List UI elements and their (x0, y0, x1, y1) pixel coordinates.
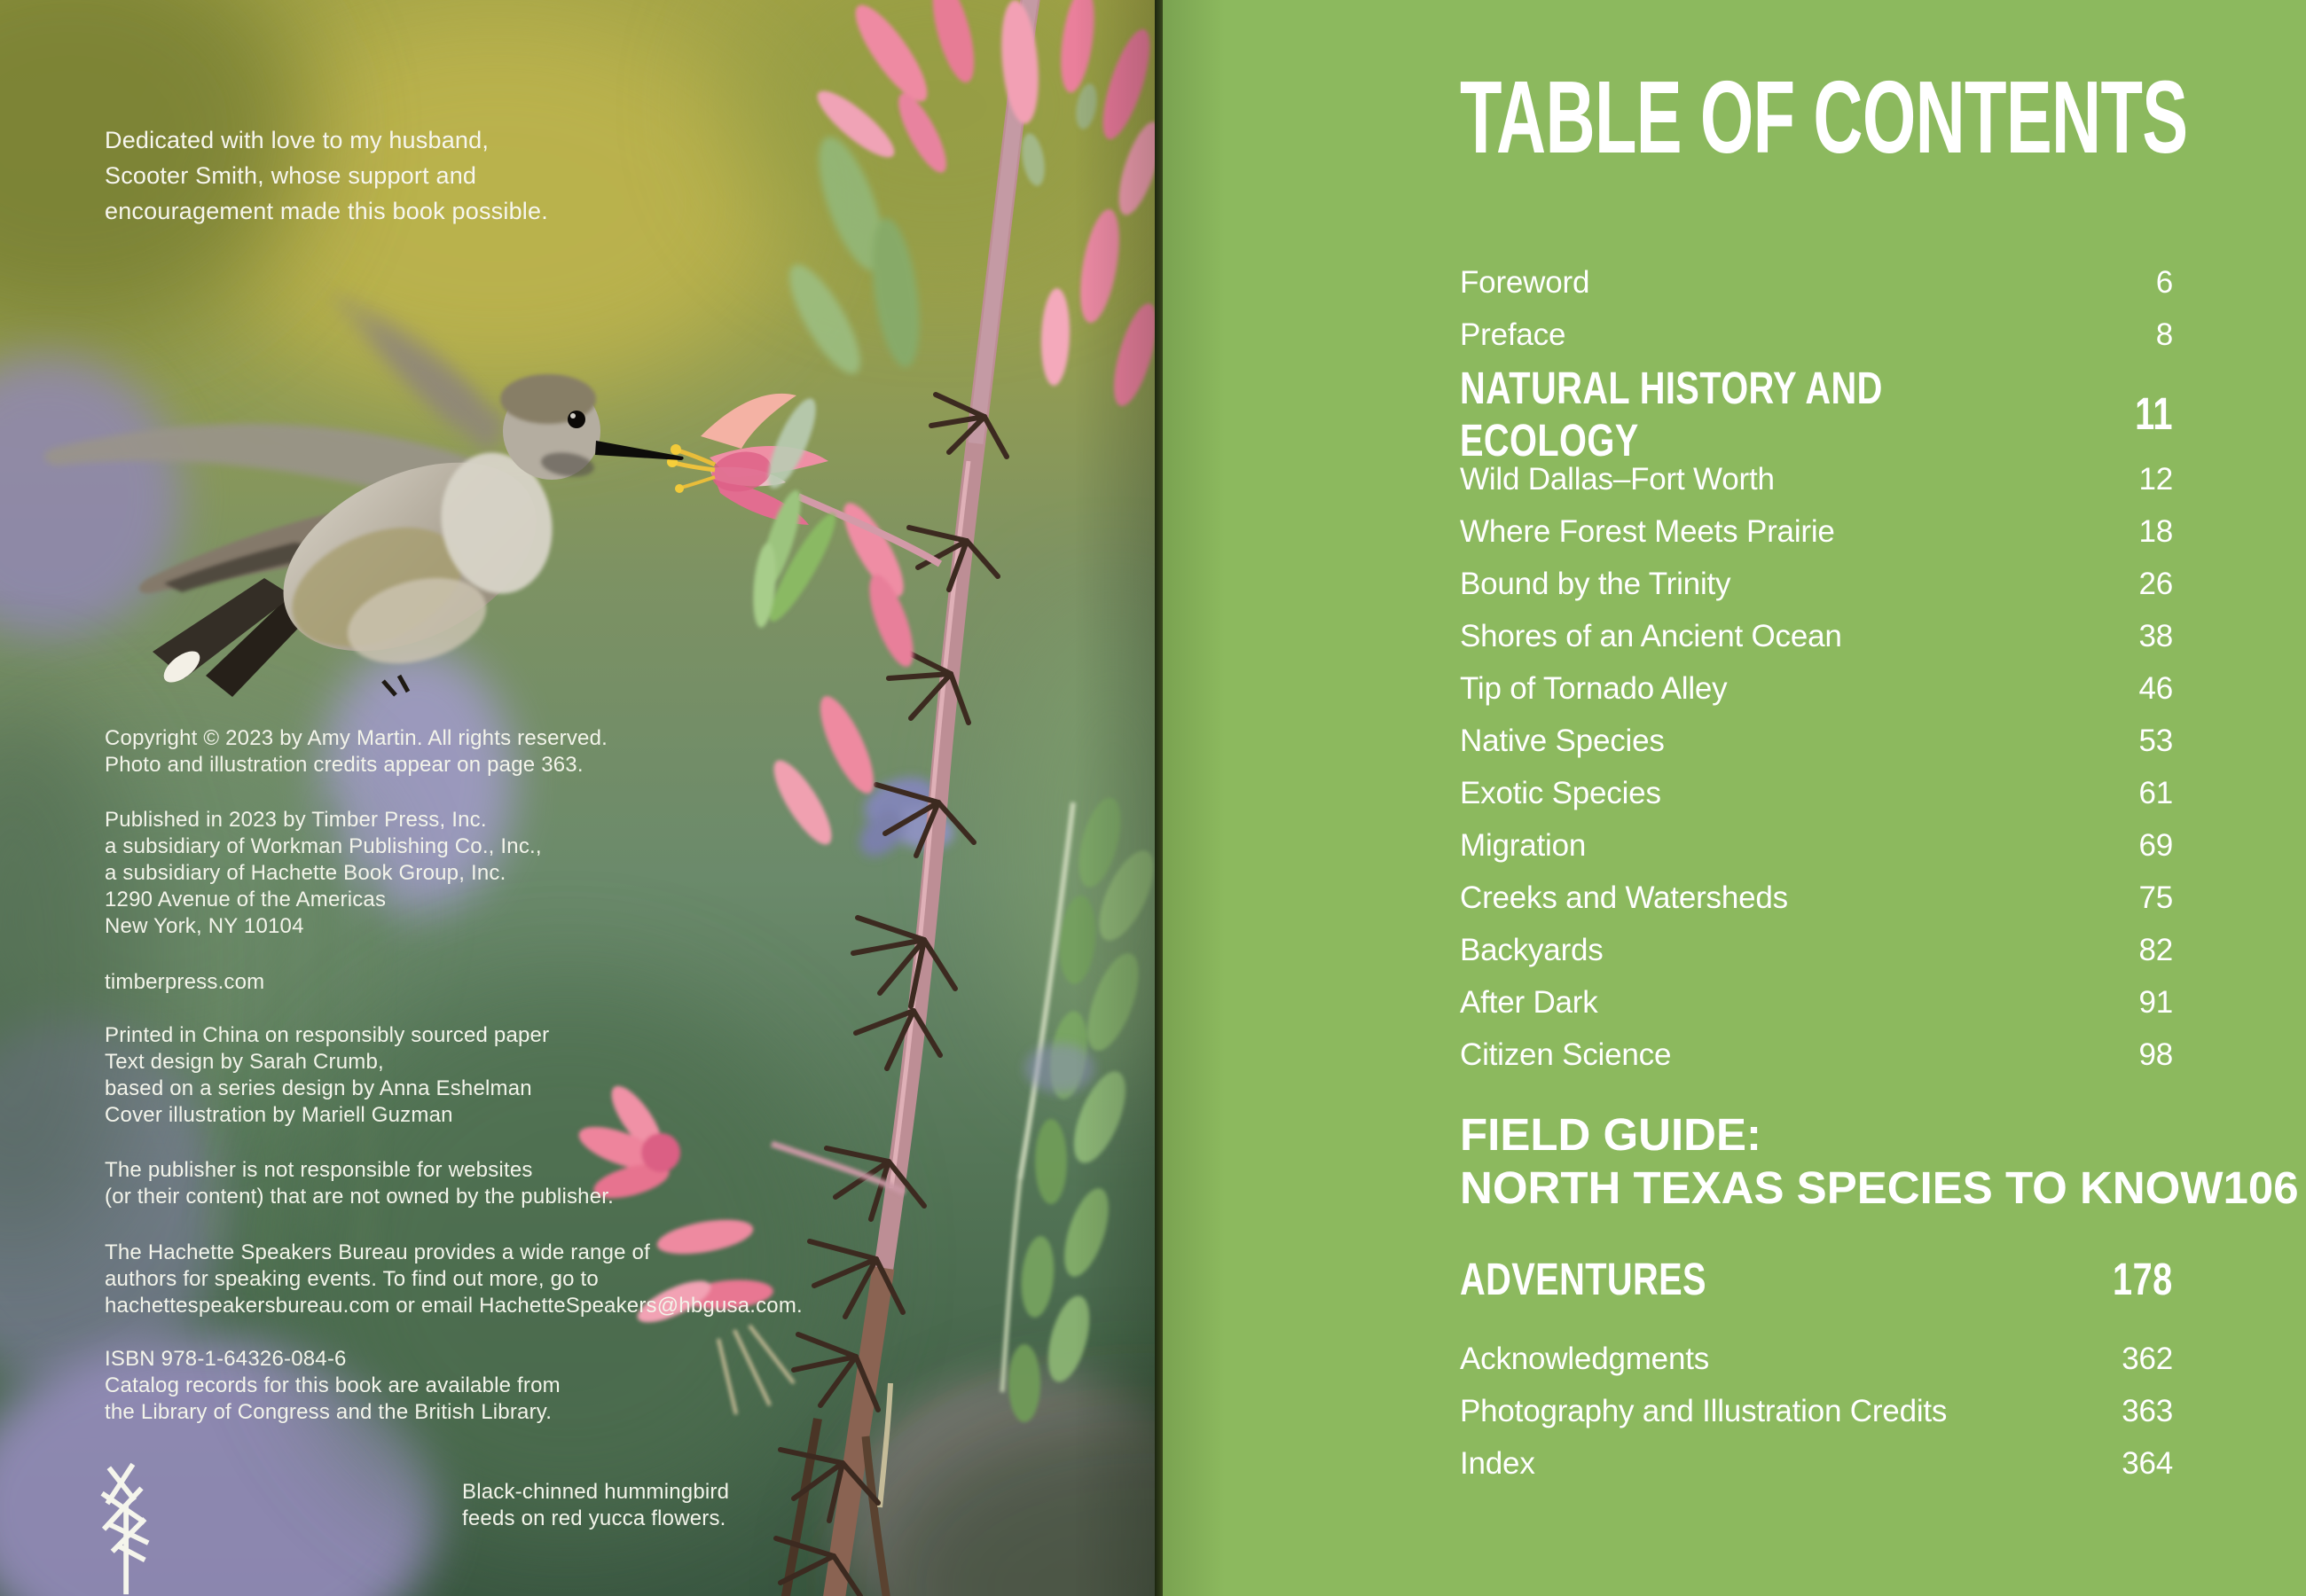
toc-section-header (1460, 1247, 2173, 1312)
toc-entry-label: Creeks and Watersheds (1460, 880, 1788, 916)
dedication-line: encouragement made this book possible. (105, 198, 548, 224)
toc-entry-page: 38 (2138, 619, 2173, 654)
toc-section-header (1460, 362, 2173, 466)
production-line: Cover illustration by Mariell Guzman (105, 1103, 453, 1127)
toc-entry (1460, 506, 2173, 559)
toc-entry (1460, 559, 2173, 611)
toc-entry (1460, 663, 2173, 716)
page-edge-shadow (1075, 0, 1155, 1596)
publisher-line: Published in 2023 by Timber Press, Inc. (105, 808, 487, 832)
toc-entry (1460, 309, 2173, 362)
copyright-line: Copyright © 2023 by Amy Martin. All rights reserved. (105, 726, 608, 750)
disclaimer-line: The publisher is not responsible for websites (105, 1158, 533, 1182)
publisher-info (105, 807, 542, 940)
toc-entry-page: 364 (2122, 1446, 2173, 1482)
toc-section-label: NORTH TEXAS SPECIES TO KNOW (1460, 1162, 2224, 1213)
toc-entry-page: 82 (2138, 933, 2173, 968)
toc-entry-label: Native Species (1460, 724, 1665, 759)
copyright-line: Photo and illustration credits appear on page 363. (105, 753, 584, 777)
toc-entry-page: 69 (2138, 828, 2173, 864)
disclaimer-line: (or their content) that are not owned by the publisher. (105, 1185, 615, 1209)
isbn-info (105, 1346, 561, 1426)
production-line: Text design by Sarah Crumb, (105, 1050, 384, 1074)
toc-section-page: 11 (2135, 388, 2173, 440)
toc-entry-page: 75 (2138, 880, 2173, 916)
toc-entry (1460, 1029, 2173, 1082)
timber-press-tree-logo-icon (94, 1451, 165, 1596)
website-url: timberpress.com (105, 970, 265, 994)
page-title: TABLE OF CONTENTS (1460, 59, 2188, 175)
toc-entry (1460, 1438, 2173, 1490)
production-line: Printed in China on responsibly sourced paper (105, 1023, 550, 1047)
toc-section-label: NATURAL HISTORY AND ECOLOGY (1460, 362, 1883, 466)
toc-list (1460, 257, 2299, 1490)
isbn-line: Catalog records for this book are available from (105, 1373, 561, 1397)
toc-entry-label: Exotic Species (1460, 776, 1661, 811)
toc-entry-label: Acknowledgments (1460, 1342, 1710, 1377)
isbn-line: ISBN 978-1-64326-084-6 (105, 1347, 347, 1371)
toc-entry-label: Preface (1460, 317, 1566, 353)
toc-entry (1460, 1386, 2173, 1438)
toc-entry-label: Migration (1460, 828, 1587, 864)
toc-entry-label: Where Forest Meets Prairie (1460, 514, 1835, 550)
caption-line: feeds on red yucca flowers. (462, 1506, 726, 1530)
toc-entry (1460, 1334, 2173, 1386)
toc-section-label: ADVENTURES (1460, 1254, 1706, 1305)
website-disclaimer (105, 1157, 614, 1210)
toc-entry-page: 26 (2138, 567, 2173, 602)
dedication-line: Scooter Smith, whose support and (105, 162, 477, 189)
toc-entry-page: 98 (2138, 1037, 2173, 1073)
page-curve-shading (1163, 0, 1225, 1596)
publisher-line: New York, NY 10104 (105, 914, 304, 938)
toc-entry-label: Shores of an Ancient Ocean (1460, 619, 1842, 654)
isbn-line: the Library of Congress and the British Library. (105, 1400, 553, 1424)
right-page-toc (1163, 0, 2306, 1596)
toc-entry-page: 46 (2138, 671, 2173, 707)
toc-entry-page: 12 (2138, 462, 2173, 497)
toc-entry (1460, 977, 2173, 1029)
book-spine-gutter (1155, 0, 1163, 1596)
toc-entry (1460, 820, 2173, 872)
toc-entry-label: Index (1460, 1446, 1535, 1482)
toc-entry-page: 6 (2155, 265, 2173, 301)
toc-entry-page: 53 (2138, 724, 2173, 759)
publisher-line: a subsidiary of Workman Publishing Co., Inc., (105, 834, 542, 858)
toc-entry-page: 18 (2138, 514, 2173, 550)
toc-entry-page: 363 (2122, 1394, 2173, 1429)
speakers-line: authors for speaking events. To find out more, go to (105, 1267, 599, 1291)
toc-entry (1460, 768, 2173, 820)
toc-section-page: 106 (2223, 1162, 2299, 1213)
toc-entry-label: Citizen Science (1460, 1037, 1672, 1073)
production-credits (105, 1022, 549, 1129)
copyright-notice (105, 725, 608, 778)
toc-section-header-two-line (1460, 1108, 2299, 1215)
production-line: based on a series design by Anna Eshelman (105, 1076, 532, 1100)
toc-entry-page: 61 (2138, 776, 2173, 811)
publisher-line: 1290 Avenue of the Americas (105, 888, 387, 911)
photo-caption (462, 1479, 729, 1532)
toc-section-label: FIELD GUIDE: (1460, 1108, 1761, 1160)
toc-entry-page: 91 (2138, 985, 2173, 1021)
toc-entry (1460, 257, 2173, 309)
toc-entry-label: Backyards (1460, 933, 1604, 968)
publisher-line: a subsidiary of Hachette Book Group, Inc. (105, 861, 506, 885)
dedication-line: Dedicated with love to my husband, (105, 127, 490, 153)
toc-entry-label: Bound by the Trinity (1460, 567, 1731, 602)
toc-entry-label: Photography and Illustration Credits (1460, 1394, 1948, 1429)
speakers-line: hachettespeakersbureau.com or email HachetteSpeakers@hbgusa.com. (105, 1294, 803, 1318)
toc-entry-page: 362 (2122, 1342, 2173, 1377)
toc-entry-label: Foreword (1460, 265, 1590, 301)
toc-entry (1460, 611, 2173, 663)
toc-entry-page: 8 (2155, 317, 2173, 353)
caption-line: Black-chinned hummingbird (462, 1480, 730, 1504)
toc-entry-label: Tip of Tornado Alley (1460, 671, 1728, 707)
toc-entry-label: Wild Dallas–Fort Worth (1460, 462, 1775, 497)
toc-entry (1460, 925, 2173, 977)
toc-section-page: 178 (2113, 1254, 2173, 1305)
toc-entry (1460, 716, 2173, 768)
dedication-text (105, 122, 548, 229)
speakers-line: The Hachette Speakers Bureau provides a wide range of (105, 1240, 650, 1264)
speakers-bureau-info (105, 1240, 803, 1319)
toc-entry-label: After Dark (1460, 985, 1598, 1021)
publisher-website (105, 969, 264, 996)
toc-entry (1460, 872, 2173, 925)
